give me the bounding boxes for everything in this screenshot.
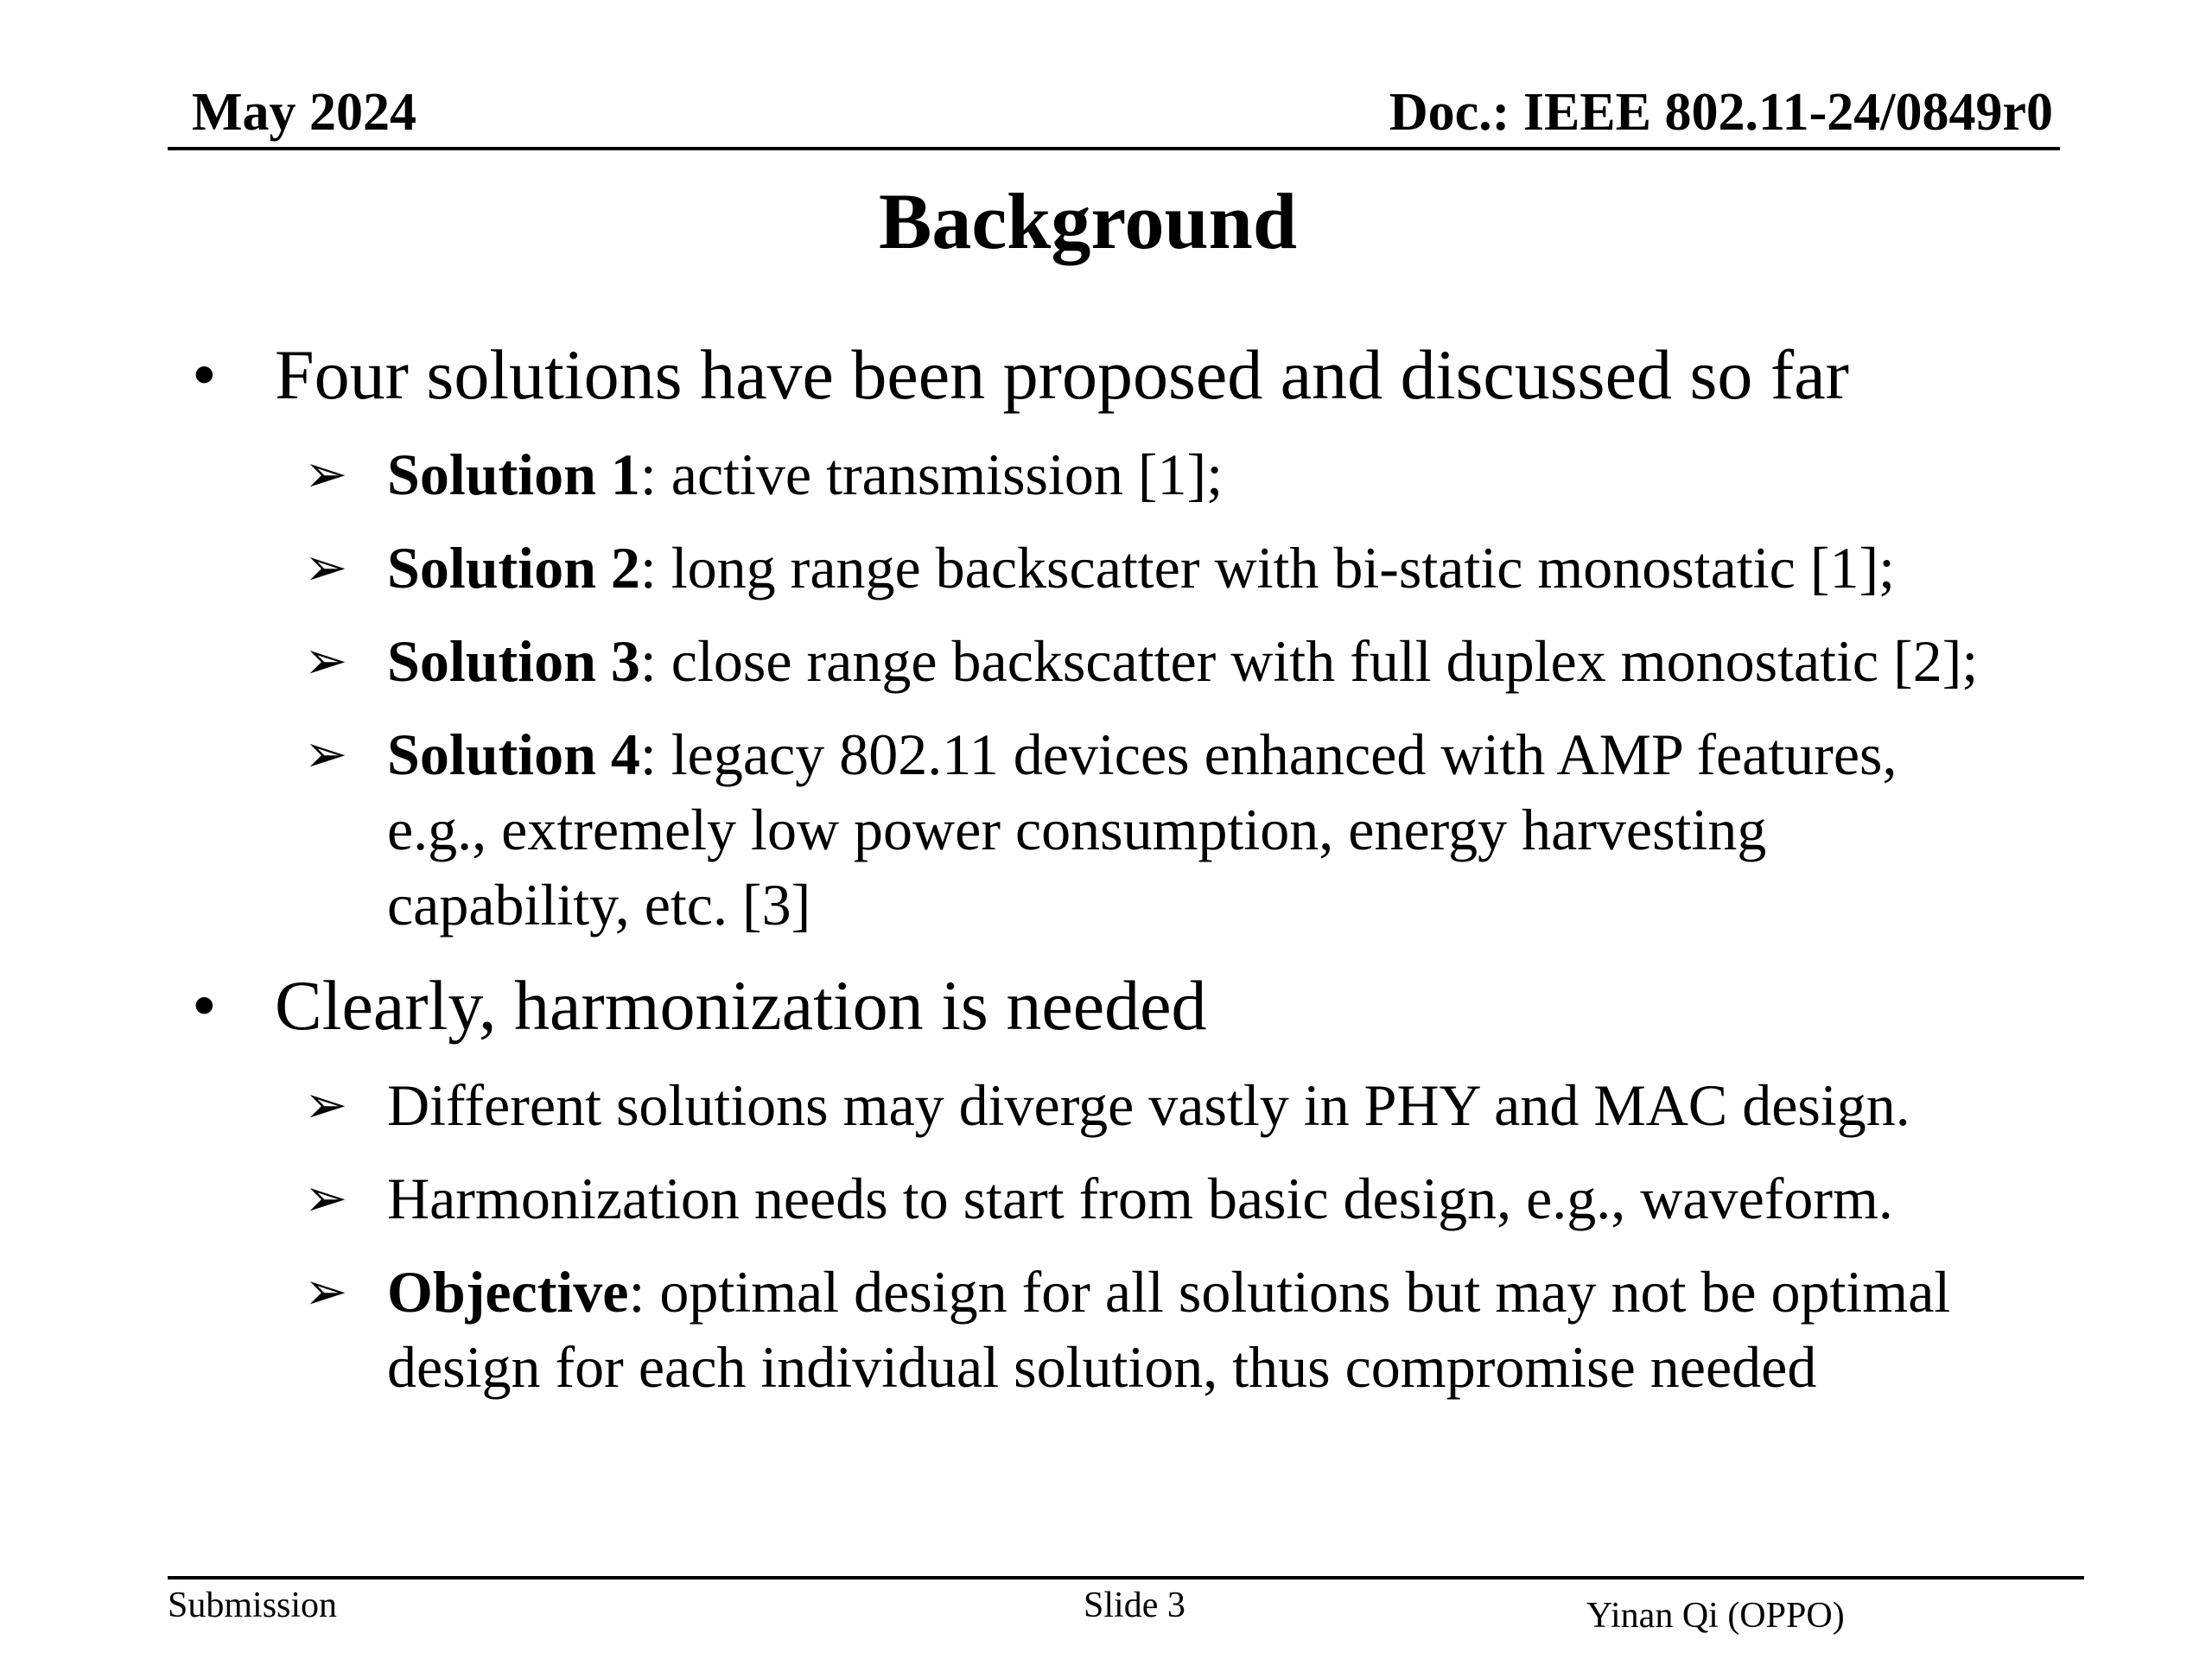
arrow-bullet-icon: ➢ (304, 1262, 348, 1322)
bullet-text: Clearly, harmonization is needed (275, 966, 1207, 1045)
arrow-bullet-icon: ➢ (304, 444, 348, 505)
sub-item-line (387, 437, 2081, 512)
sub-item-body: : optimal design for all solutions but may not be optimal (628, 1259, 1951, 1325)
arrow-bullet-icon: ➢ (304, 631, 348, 691)
bullet-dot-icon: • (192, 335, 217, 414)
sub-item-continuation: capability, etc. [3] (387, 872, 811, 938)
arrow-bullet-icon: ➢ (304, 724, 348, 785)
sub-item-body: : legacy 802.11 devices enhanced with AMP features, (639, 721, 1897, 787)
header-date: May 2024 (192, 83, 417, 142)
sub-item-body: Harmonization needs to start from basic design, e.g., waveform. (387, 1166, 1893, 1231)
sub-item-label: Solution 1 (387, 442, 640, 507)
sub-item-text (387, 1161, 2081, 1236)
footer-submission: Submission (168, 1586, 338, 1625)
arrow-bullet-icon: ➢ (304, 537, 348, 598)
sub-item-line (387, 1161, 2081, 1236)
slide-title: Background (878, 177, 1298, 265)
sub-item-label: Objective (387, 1259, 629, 1325)
sub-item-text (387, 531, 2081, 606)
sub-item-line (387, 1068, 2081, 1143)
sub-item-text (387, 1068, 2081, 1143)
sub-item-label: Solution 2 (387, 535, 640, 601)
sub-item-line (387, 1255, 2081, 1330)
sub-item-body: : long range backscatter with bi-static monostatic [1]; (639, 535, 1895, 601)
sub-item-continuation: design for each individual solution, thus compromise needed (387, 1334, 1817, 1400)
sub-item-line (387, 717, 2081, 792)
footer-author: Yinan Qi (OPPO) (1586, 1596, 1845, 1636)
arrow-bullet-icon: ➢ (304, 1168, 348, 1229)
sub-item-body: : active transmission [1]; (639, 442, 1224, 507)
sub-item-text (387, 437, 2081, 512)
sub-item-label: Solution 3 (387, 628, 640, 694)
sub-item-body: : close range backscatter with full duplex monostatic [2]; (639, 628, 1979, 694)
arrow-bullet-icon: ➢ (304, 1075, 348, 1135)
header-doc-id: Doc.: IEEE 802.11-24/0849r0 (1389, 83, 2053, 142)
sub-item-line (387, 624, 2081, 699)
header-divider (168, 147, 2060, 150)
sub-item-text (387, 1255, 2081, 1405)
sub-item-body: Different solutions may diverge vastly in PHY and MAC design. (387, 1072, 1910, 1138)
sub-item-text (387, 624, 2081, 699)
sub-item-line (387, 531, 2081, 606)
sub-item-continuation: e.g., extremely low power consumption, energy harvesting (387, 797, 1767, 862)
bullet-dot-icon: • (192, 966, 217, 1045)
footer-slide-number: Slide 3 (1084, 1586, 1185, 1625)
footer-divider (168, 1576, 2084, 1580)
bullet-text: Four solutions have been proposed and discussed so far (275, 335, 1849, 414)
sub-item-text (387, 717, 2081, 943)
sub-item-label: Solution 4 (387, 721, 640, 787)
